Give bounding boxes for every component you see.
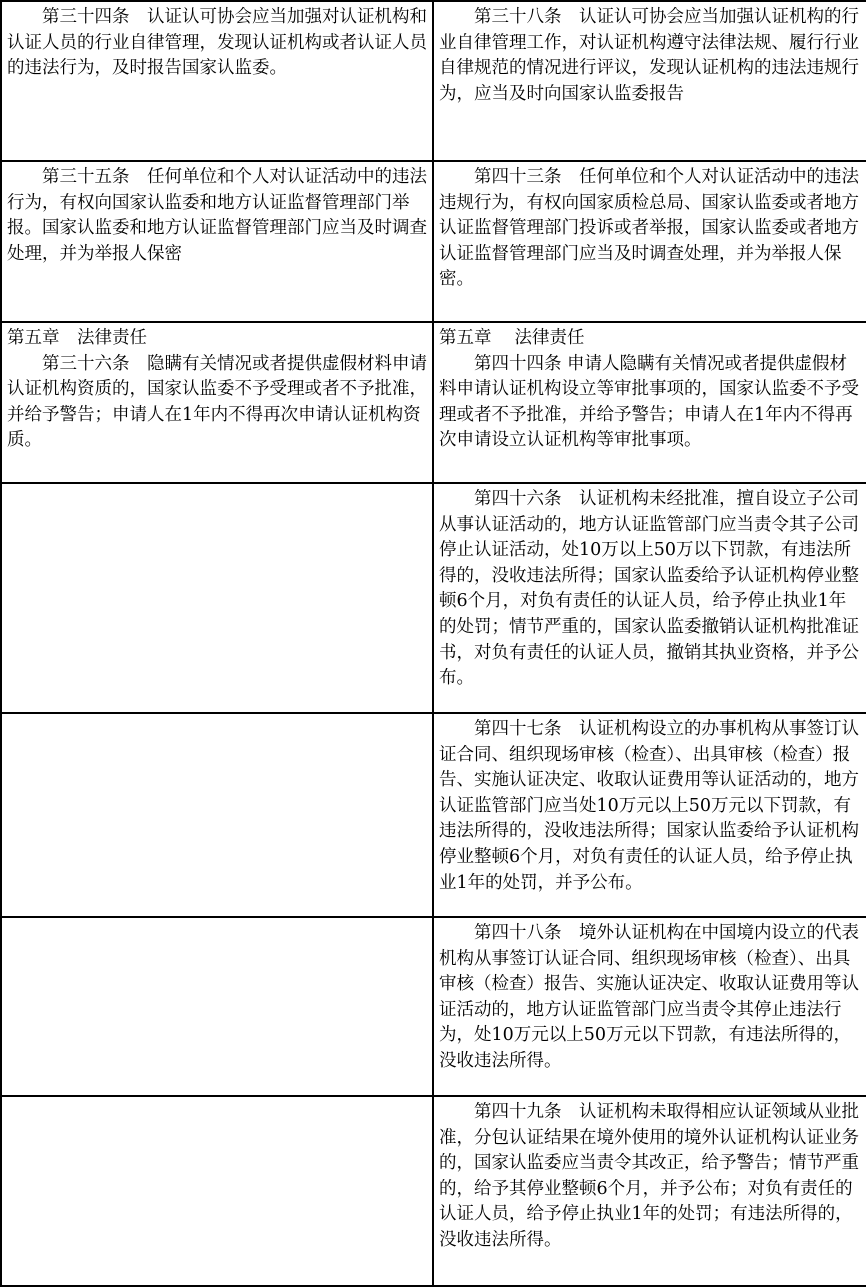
table-row <box>1 917 866 1096</box>
new-provision-cell <box>433 713 866 917</box>
article-36-text: 第三十六条 隐瞒有关情况或者提供虚假材料申请认证机构资质的，国家认监委不予受理或者不予批准，并给予警告；申请人在1年内不得再次申请认证机构资质。 <box>7 353 427 451</box>
old-provision-cell <box>1 322 433 483</box>
article-49-text: 第四十九条 认证机构未取得相应认证领域从业批准，分包认证结果在境外使用的境外认证机构认证业务的，国家认监委应当责令其改正，给予警告；情节严重的，给予其停业整顿6个月，并予公布；对负有责任的认证人员，给予停止执业1年的处罚；有违法所得的，没收违法所得。 <box>439 1102 859 1250</box>
empty-cell <box>1 713 433 917</box>
table-row <box>1 161 866 322</box>
empty-cell <box>1 917 433 1096</box>
table-row <box>1 713 866 917</box>
table-row <box>1 322 866 483</box>
article-35-text: 第三十五条 任何单位和个人对认证活动中的违法行为，有权向国家认监委和地方认证监督管理部门举报。国家认监委和地方认证监督管理部门应当及时调查处理，并为举报人保密 <box>7 167 427 264</box>
article-47-text: 第四十七条 认证机构设立的办事机构从事签订认证合同、组织现场审核（检查）、出具审核（检查）报告、实施认证决定、收取认证费用等认证活动的，地方认证监管部门应当处10万元以上50万元以下罚款，有违法所得的，没收违法所得；国家认监委给予认证机构停业整顿6个月，对负有责任的认证人员，给予停止执业1年的处罚，并予公布。 <box>439 719 859 893</box>
table-row <box>1 1 866 161</box>
table-row <box>1 483 866 713</box>
empty-cell <box>1 483 433 713</box>
article-48-text: 第四十八条 境外认证机构在中国境内设立的代表机构从事签订认证合同、组织现场审核（检查）、出具审核（检查）报告、实施认证决定、收取认证费用等认证活动的，地方认证监管部门应当责令其停止违法行为，处10万元以上50万元以下罚款，有违法所得的，没收违法所得。 <box>439 923 859 1071</box>
new-provision-cell <box>433 1 866 161</box>
article-46-text: 第四十六条 认证机构未经批准，擅自设立子公司从事认证活动的，地方认证监管部门应当责令其子公司停止认证活动，处10万以上50万以下罚款，有违法所得的，没收违法所得；国家认监委给予认证机构停业整顿6个月，对负有责任的认证人员，给予停止执业1年的处罚；情节严重的，国家认监委撤销认证机构批准证书，对负有责任的认证人员，撤销其执业资格，并予公布。 <box>439 489 859 689</box>
new-provision-cell <box>433 322 866 483</box>
new-provision-cell <box>433 1096 866 1286</box>
article-43-text: 第四十三条 任何单位和个人对认证活动中的违法违规行为，有权向国家质检总局、国家认监委或者地方认证监督管理部门投诉或者举报，国家认监委或者地方认证监督管理部门应当及时调查处理，并为举报人保密。 <box>439 167 859 290</box>
empty-cell <box>1 1096 433 1286</box>
article-34-text: 第三十四条 认证认可协会应当加强对认证机构和认证人员的行业自律管理，发现认证机构或者认证人员的违法行为，及时报告国家认监委。 <box>7 7 427 79</box>
old-provision-cell <box>1 1 433 161</box>
new-provision-cell <box>433 917 866 1096</box>
chapter-5-heading: 第五章 法律责任 <box>439 328 585 348</box>
chapter-5-heading: 第五章 法律责任 <box>7 328 147 348</box>
article-44-text: 第四十四条 申请人隐瞒有关情况或者提供虚假材料申请认证机构设立等审批事项的，国家认监委不予受理或者不予批准，并给予警告；申请人在1年内不得再次申请设立认证机构等审批事项。 <box>439 353 859 451</box>
new-provision-cell <box>433 161 866 322</box>
old-provision-cell <box>1 161 433 322</box>
new-provision-cell <box>433 483 866 713</box>
article-38-text: 第三十八条 认证认可协会应当加强认证机构的行业自律管理工作，对认证机构遵守法律法规、履行行业自律规范的情况进行评议，发现认证机构的违法违规行为，应当及时向国家认监委报告 <box>439 7 859 104</box>
table-row <box>1 1096 866 1286</box>
